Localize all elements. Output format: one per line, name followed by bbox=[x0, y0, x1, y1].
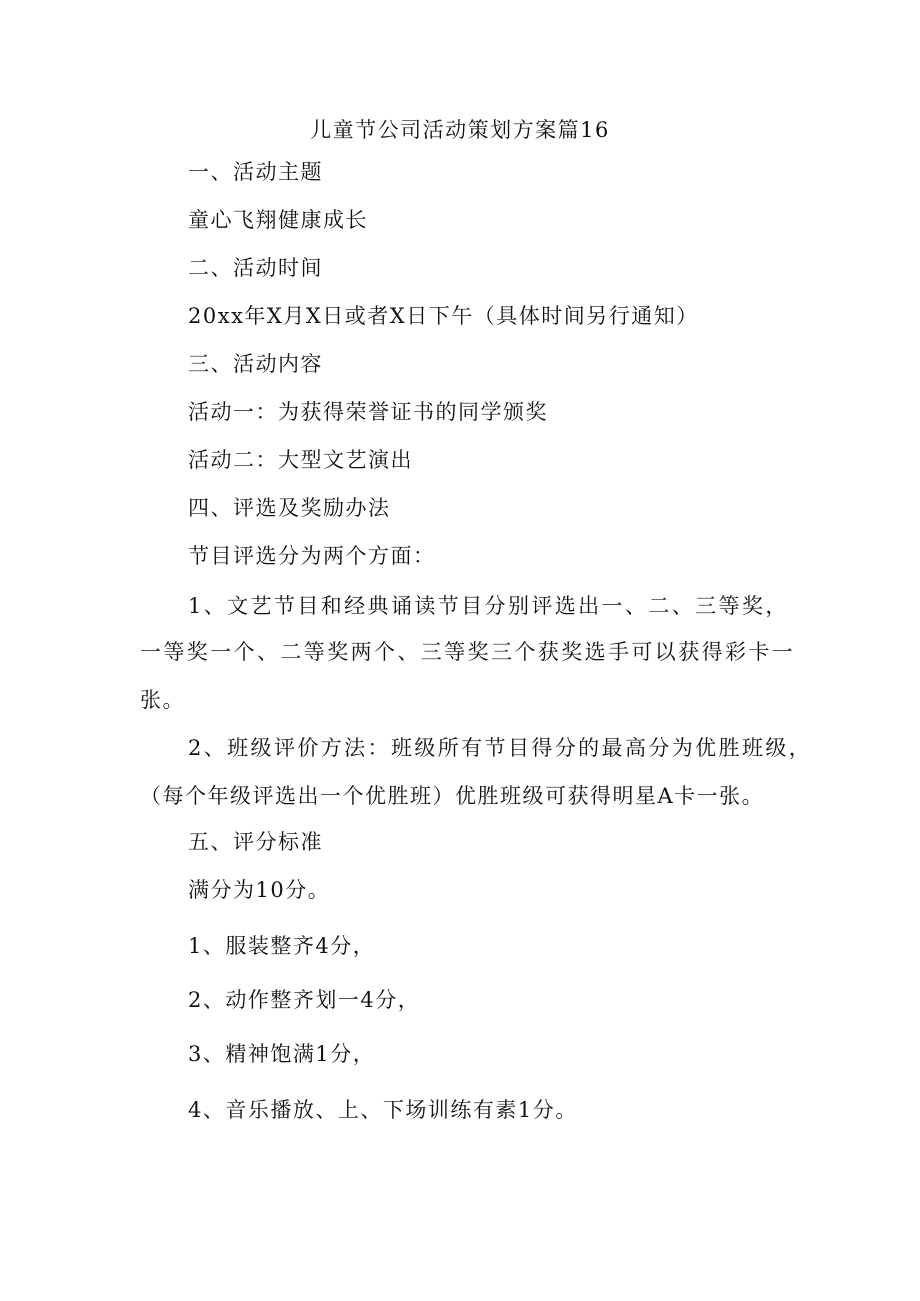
scoring-item-movement: 2、动作整齐划一4分， bbox=[188, 988, 421, 1012]
paragraph-activity-two: 活动二：大型文艺演出 bbox=[188, 448, 413, 472]
paragraph-awards-item-two: 2、班级评价方法：班级所有节目得分的最高分为优胜班级， bbox=[188, 736, 813, 760]
scoring-item-music: 4、音乐播放、上、下场训练有素1分。 bbox=[188, 1098, 578, 1122]
section-heading-time: 二、活动时间 bbox=[188, 256, 323, 280]
document-title: 儿童节公司活动策划方案篇16 bbox=[310, 118, 610, 142]
section-heading-scoring: 五、评分标准 bbox=[188, 830, 323, 854]
paragraph-awards-intro: 节目评选分为两个方面： bbox=[188, 544, 436, 568]
paragraph-awards-item-one: 1、文艺节目和经典诵读节目分别评选出一、二、三等奖， bbox=[188, 594, 789, 618]
section-heading-theme: 一、活动主题 bbox=[188, 160, 323, 184]
paragraph-activity-one: 活动一：为获得荣誉证书的同学颁奖 bbox=[188, 400, 548, 424]
paragraph-awards-item-one-cont: 一等奖一个、二等奖两个、三等奖三个获奖选手可以获得彩卡一 bbox=[140, 640, 796, 664]
paragraph-awards-item-one-end: 张。 bbox=[140, 688, 185, 712]
scoring-item-costume: 1、服装整齐4分， bbox=[188, 934, 376, 958]
paragraph-time: 20xx年X月X日或者X日下午（具体时间另行通知） bbox=[188, 304, 699, 328]
paragraph-awards-item-two-cont: （每个年级评选出一个优胜班）优胜班级可获得明星A卡一张。 bbox=[140, 784, 765, 808]
paragraph-full-score: 满分为10分。 bbox=[188, 878, 331, 902]
scoring-item-spirit: 3、精神饱满1分， bbox=[188, 1042, 376, 1066]
section-heading-content: 三、活动内容 bbox=[188, 352, 323, 376]
paragraph-theme: 童心飞翔健康成长 bbox=[188, 208, 368, 232]
section-heading-awards: 四、评选及奖励办法 bbox=[188, 496, 391, 520]
